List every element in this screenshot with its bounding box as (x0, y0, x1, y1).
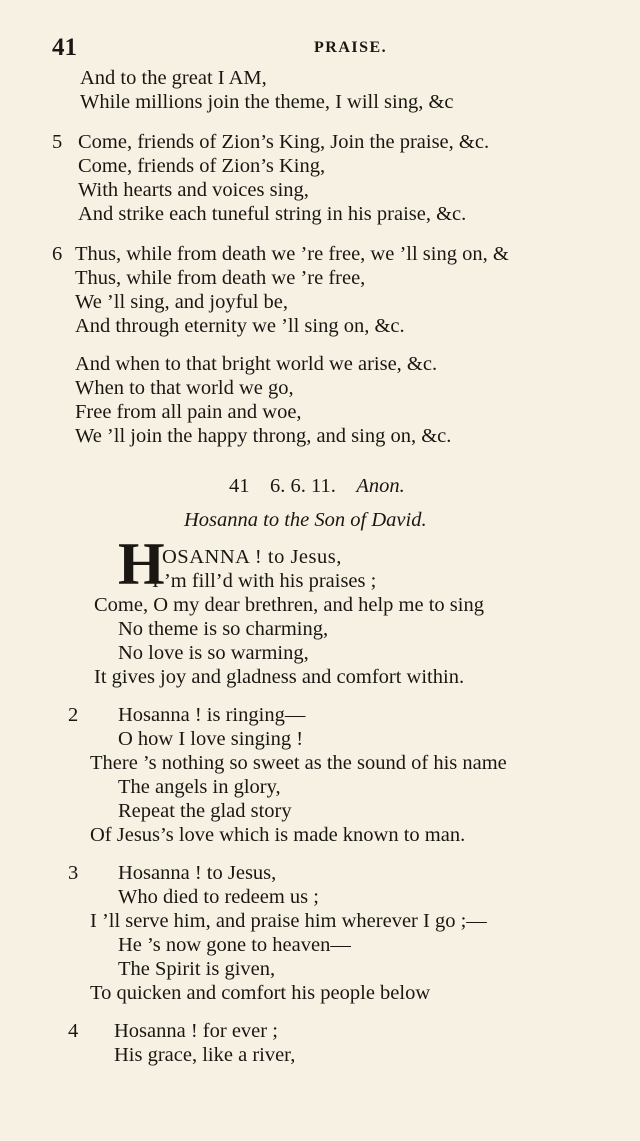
verse-line: O how I love singing ! (118, 728, 304, 750)
verse-line: And through eternity we ’ll sing on, &c. (75, 315, 405, 337)
verse-line: I ’m fill’d with his praises ; (152, 570, 377, 592)
verse-line: The Spirit is given, (118, 958, 276, 980)
verse-number: 3 (68, 862, 79, 884)
verse-line: Who died to redeem us ; (118, 886, 319, 908)
hymn-meter: 6. 6. 11. (270, 475, 336, 497)
hymn-number: 41 (229, 475, 250, 497)
verse-line: Come, friends of Zion’s King, Join the praise, &c. (78, 131, 490, 153)
hymn-title: Hosanna to the Son of David. (184, 509, 427, 531)
hymn-heading (229, 474, 405, 498)
verse-line: And to the great I AM, (80, 67, 267, 89)
running-head: PRAISE. (314, 39, 388, 56)
verse-line: Thus, while from death we ’re free, (75, 267, 366, 289)
page-number: 41 (52, 34, 77, 61)
verse-line: The angels in glory, (118, 776, 281, 798)
verse-line: There ’s nothing so sweet as the sound of his name (90, 752, 507, 774)
verse-line: Hosanna ! is ringing— (118, 704, 306, 726)
verse-line: And when to that bright world we arise, &c. (75, 353, 438, 375)
verse-line: While millions join the theme, I will sing, &c (80, 91, 454, 113)
verse-line: Hosanna ! for ever ; (114, 1020, 278, 1042)
verse-line: Thus, while from death we ’re free, we ’ll sing on, & (75, 243, 509, 265)
verse-line: No theme is so charming, (118, 618, 329, 640)
verse-line: His grace, like a river, (114, 1044, 296, 1066)
page-header (52, 34, 592, 64)
verse-number: 6 (52, 243, 63, 265)
hymn-author: Anon. (356, 475, 405, 497)
verse-line: Free from all pain and woe, (75, 401, 302, 423)
drop-cap: H (118, 531, 165, 597)
verse-line: It gives joy and gladness and comfort within. (94, 666, 465, 688)
verse-line: OSANNA ! to Jesus, (162, 546, 342, 568)
verse-number: 4 (68, 1020, 79, 1042)
verse-line: With hearts and voices sing, (78, 179, 309, 201)
verse-line: Of Jesus’s love which is made known to man. (90, 824, 466, 846)
verse-line: Hosanna ! to Jesus, (118, 862, 277, 884)
verse-line: We ’ll join the happy throng, and sing on, &c. (75, 425, 452, 447)
verse-line: To quicken and comfort his people below (90, 982, 431, 1004)
verse-line: When to that world we go, (75, 377, 294, 399)
verse-line: Come, O my dear brethren, and help me to sing (94, 594, 484, 616)
verse-line: I ’ll serve him, and praise him wherever I go ;— (90, 910, 487, 932)
verse-line: No love is so warming, (118, 642, 309, 664)
verse-number: 2 (68, 704, 79, 726)
verse-line: We ’ll sing, and joyful be, (75, 291, 288, 313)
verse-line: Come, friends of Zion’s King, (78, 155, 326, 177)
verse-line: Repeat the glad story (118, 800, 292, 822)
verse-number: 5 (52, 131, 63, 153)
verse-line: And strike each tuneful string in his praise, &c. (78, 203, 467, 225)
verse-line: He ’s now gone to heaven— (118, 934, 351, 956)
